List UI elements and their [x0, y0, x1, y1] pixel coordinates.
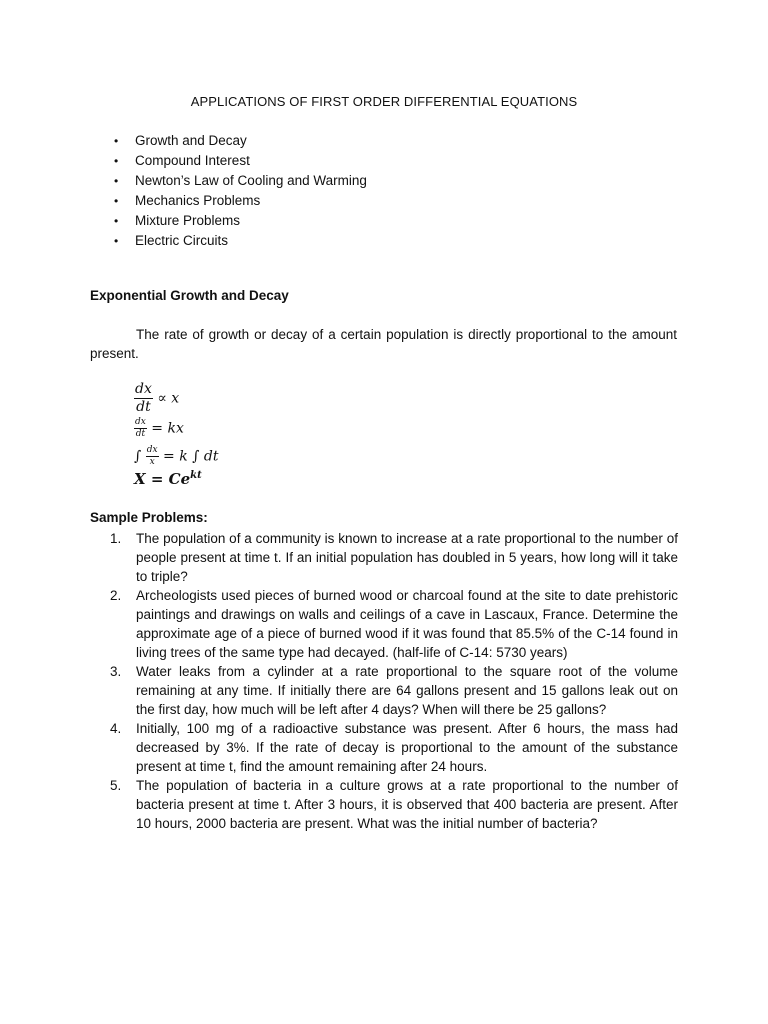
fraction-numerator: dx: [135, 381, 152, 397]
bullet-icon: •: [114, 134, 119, 148]
problem-item: [90, 719, 678, 776]
problem-number: 5.: [110, 778, 122, 793]
topic-list: [114, 131, 367, 251]
problem-text: Water leaks from a cylinder at a rate proportional to the square root of the volume remaining at any time. If initially there are 64 gallons present and 15 gallons leak out on the first day, how much will be left after 4 days? When will there be 25 gallons?: [136, 664, 678, 717]
problem-text: Initially, 100 mg of a radioactive substance was present. After 6 hours, the mass had decreased by 3%. If the rate of decay is proportional to the amount of the substance present at time t, find the amount remaining after 24 hours.: [136, 721, 678, 774]
bullet-icon: •: [114, 234, 119, 248]
equation-integral: [134, 445, 219, 468]
fraction-numerator: dx: [135, 417, 146, 427]
problem-number: 3.: [110, 664, 122, 679]
fraction: [146, 445, 159, 468]
fraction: [134, 381, 153, 416]
solution-base: X = Ce: [134, 470, 191, 488]
topic-label: Growth and Decay: [135, 133, 247, 148]
problem-text: The population of bacteria in a culture grows at a rate proportional to the number of bacteria present at time t. After 3 hours, it is observed that 400 bacteria are present. After 10 hours, 2000 bacteria are present. What was the initial number of bacteria?: [136, 778, 678, 831]
problem-item: [90, 776, 678, 833]
list-item: [114, 131, 367, 151]
integral-symbol: ∫: [134, 448, 142, 465]
list-item: [114, 231, 367, 251]
list-item: [114, 171, 367, 191]
equation-rest: ∝ x: [157, 390, 180, 407]
topic-label: Mixture Problems: [135, 213, 241, 228]
equation-rest: = k ∫ dt: [163, 448, 219, 465]
problem-item: [90, 529, 678, 586]
solution-exponent: kt: [190, 470, 202, 481]
section-heading: Exponential Growth and Decay: [90, 288, 289, 303]
list-item: [114, 151, 367, 171]
problem-number: 4.: [110, 721, 122, 736]
page-title: APPLICATIONS OF FIRST ORDER DIFFERENTIAL EQUATIONS: [190, 94, 578, 109]
equation-rest: = kx: [151, 420, 184, 437]
equation-solution: [134, 470, 202, 488]
list-item: [114, 211, 367, 231]
list-item: [114, 191, 367, 211]
topic-label: Newton’s Law of Cooling and Warming: [135, 173, 367, 188]
problem-text: The population of a community is known to increase at a rate proportional to the number of people present at time t. If an initial population has doubled in 5 years, how long will it take to triple?: [136, 531, 678, 584]
topic-label: Compound Interest: [135, 153, 250, 168]
problem-list: [90, 529, 678, 833]
sample-problems-heading: Sample Problems:: [90, 510, 208, 525]
fraction-denominator: dt: [135, 429, 146, 439]
bullet-icon: •: [114, 154, 119, 168]
problem-item: [90, 586, 678, 662]
bullet-icon: •: [114, 174, 119, 188]
problem-text: Archeologists used pieces of burned wood or charcoal found at the site to date prehistoric paintings and drawings on walls and ceilings of a cave in Lascaux, France. Determine the approximate age of a piece of burned wood if it was found that 85.5% of the C-14 found in living trees of the same type had decayed. (half-life of C-14: 5730 years): [136, 588, 678, 660]
intro-paragraph: The rate of growth or decay of a certain population is directly proportional to the amount present.: [90, 327, 677, 361]
equation-proportional: [134, 381, 179, 416]
fraction-numerator: dx: [146, 445, 158, 455]
fraction-denominator: x: [149, 457, 155, 467]
problem-item: [90, 662, 678, 719]
problem-number: 1.: [110, 531, 122, 546]
equation-rate: [134, 417, 184, 440]
bullet-icon: •: [114, 194, 119, 208]
bullet-icon: •: [114, 214, 119, 228]
problem-number: 2.: [110, 588, 122, 603]
topic-label: Mechanics Problems: [135, 193, 261, 208]
fraction: [134, 417, 147, 440]
fraction-denominator: dt: [136, 399, 151, 415]
topic-label: Electric Circuits: [135, 233, 229, 248]
